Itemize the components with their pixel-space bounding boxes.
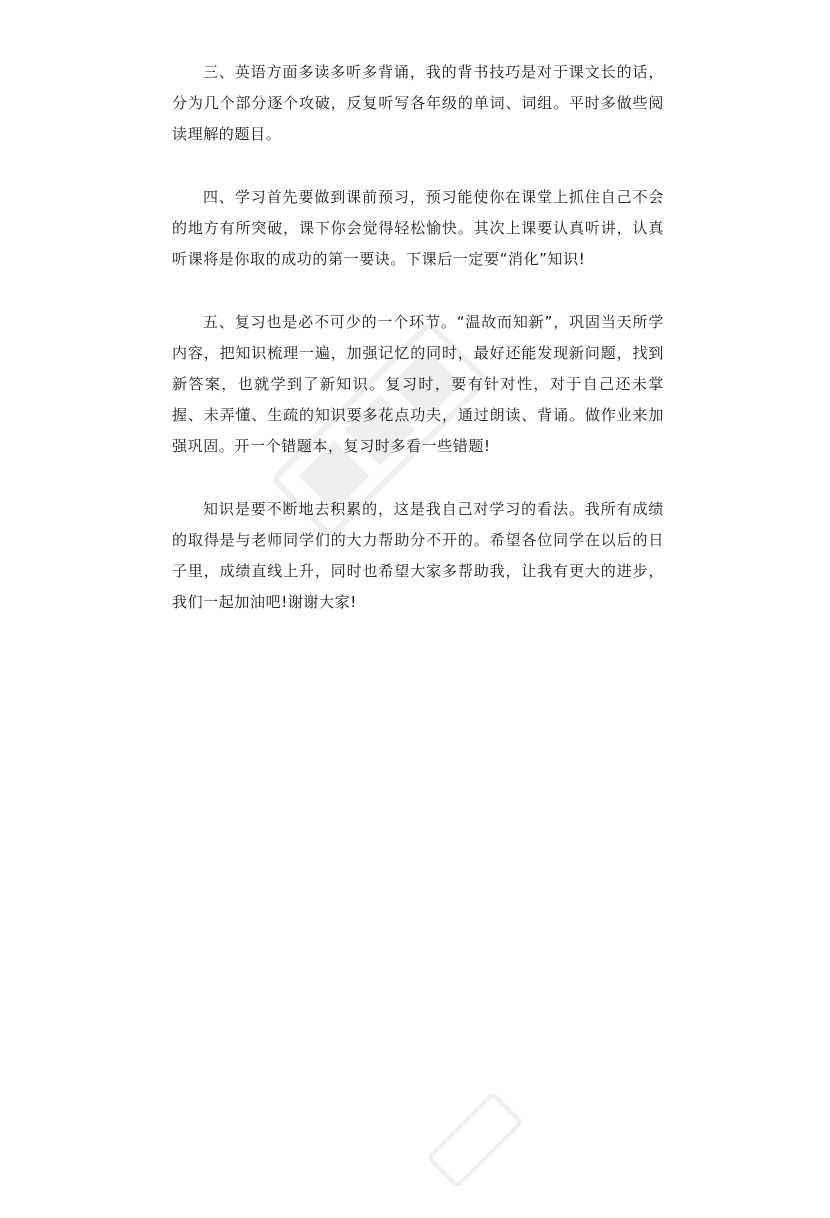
watermark-stamp-bottom (397, 1062, 553, 1218)
paragraph-conclusion: 知识是要不断地去积累的，这是我自己对学习的看法。我所有成绩的取得是与老师同学们的大力帮助分不开的。希望各位同学在以后的日子里，成绩直线上升，同时也希望大家多帮助我，让我有更大的进步，我们一起加油吧!谢谢大家! (172, 500, 664, 611)
paragraph-review: 五、复习也是必不可少的一个环节。“温故而知新”，巩固当天所学内容，把知识梳理一遍，加强记忆的同时，最好还能发现新问题，找到新答案，也就学到了新知识。复习时，要有针对性，对于自己还未掌握、未弄懂、生疏的知识要多花点功夫，通过朗读、背诵。做作业来加强巩固。开一个错题本，复习时多看一些错题! (172, 313, 664, 455)
paragraph-preview: 四、学习首先要做到课前预习，预习能使你在课堂上抓住自己不会的地方有所突破，课下你会觉得轻松愉快。其次上课要认真听讲，认真听课将是你取的成功的第一要诀。下课后一定要“消化”知识! (172, 188, 664, 268)
document-body (172, 57, 664, 618)
paragraph-english: 三、英语方面多读多听多背诵，我的背书技巧是对于课文长的话，分为几个部分逐个攻破，反复听写各年级的单词、词组。平时多做些阅读理解的题目。 (172, 63, 664, 143)
